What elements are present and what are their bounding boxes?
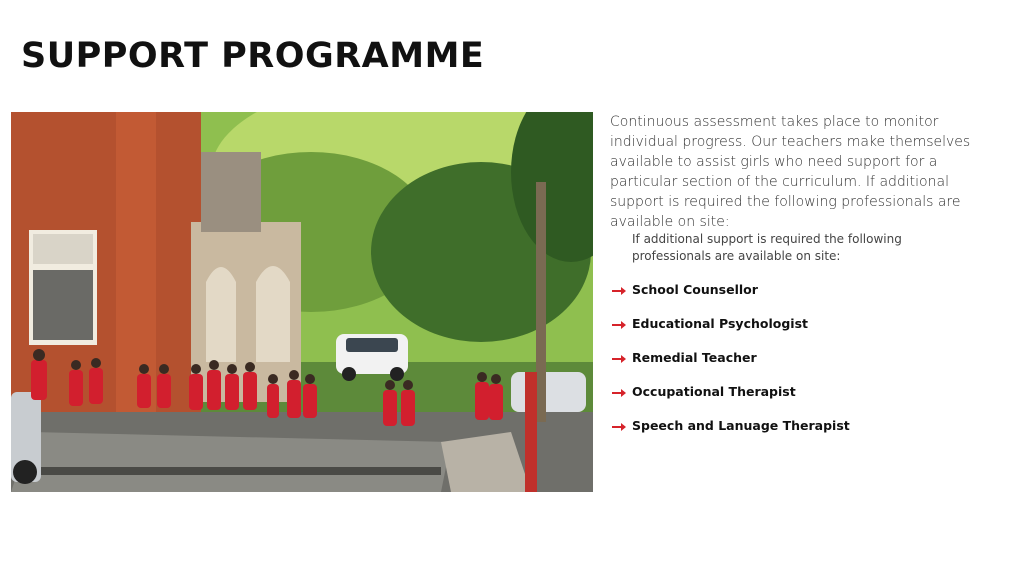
list-item (612, 350, 850, 384)
item-label: Speech and Lanuage Therapist (632, 418, 850, 433)
list-item (612, 282, 850, 316)
list-item (612, 384, 850, 418)
professionals-list (612, 282, 850, 452)
page-title: SUPPORT PROGRAMME (21, 36, 485, 76)
list-item (612, 316, 850, 350)
intro-paragraph: Continuous assessment takes place to monitor individual progress. Our teachers make themselves available to assist girls who need support for a particular section of the curriculum. If additional support is required the following professionals are available on site: (610, 114, 971, 230)
arrow-right-icon (612, 388, 626, 398)
item-label: Occupational Therapist (632, 384, 796, 399)
school-photo-illustration (11, 112, 593, 492)
support-note: If additional support is required the following professionals are available on site: (632, 232, 902, 263)
item-label: School Counsellor (632, 282, 758, 297)
arrow-right-icon (612, 422, 626, 432)
list-item (612, 418, 850, 452)
arrow-right-icon (612, 354, 626, 364)
item-label: Remedial Teacher (632, 350, 757, 365)
school-photo (11, 112, 593, 492)
item-label: Educational Psychologist (632, 316, 808, 331)
arrow-right-icon (612, 320, 626, 330)
arrow-right-icon (612, 286, 626, 296)
